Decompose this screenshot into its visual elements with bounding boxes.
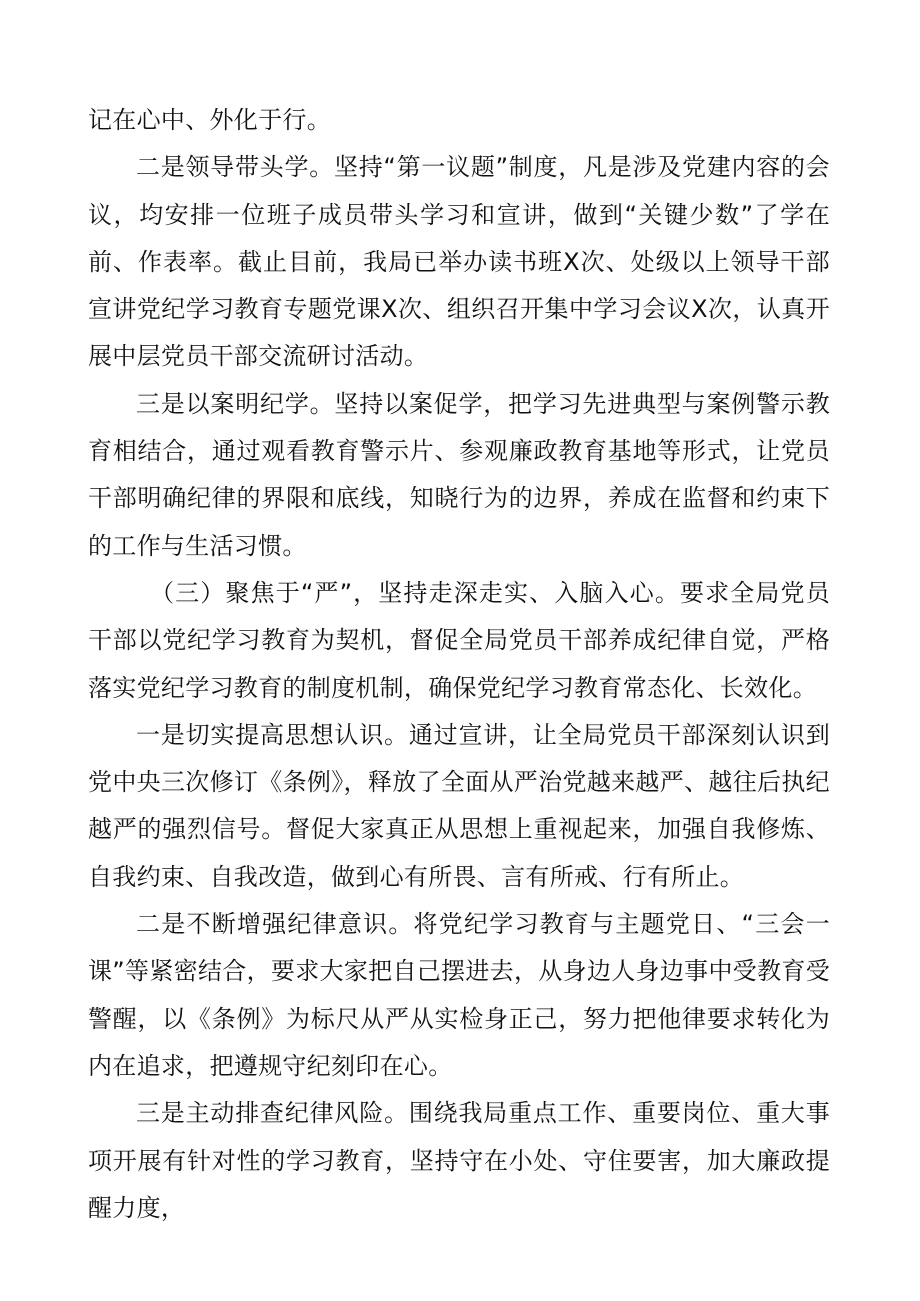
paragraph-case-study: 三是以案明纪学。坚持以案促学，把学习先进典型与案例警示教育相结合，通过观看教育警示片、参观廉政教育基地等形式，让党员干部明确纪律的界限和底线，知晓行为的边界，养成在监督和约束下的工作与生活习惯。: [88, 389, 830, 560]
document-body: [88, 97, 830, 1232]
section-heading-strict: （三）聚焦于“严”，坚持走深走实、入脑入心。要求全局党员干部以党纪学习教育为契机，督促全局党员干部养成纪律自觉，严格落实党纪学习教育的制度机制，确保党纪学习教育常态化、长效化。: [88, 578, 830, 702]
paragraph-risk-check: 三是主动排查纪律风险。围绕我局重点工作、重要岗位、重大事项开展有针对性的学习教育，坚持守在小处、守住要害，加大廉政提醒力度，: [88, 1099, 830, 1222]
paragraph-discipline: 二是不断增强纪律意识。将党纪学习教育与主题党日、“三会一课”等紧密结合，要求大家把自己摆进去，从身边人身边事中受教育受警醒，以《条例》为标尺从严从实检身正己，努力把他律要求转化为内在追求，把遵规守纪刻印在心。: [88, 910, 830, 1080]
paragraph-leadership-study: 二是领导带头学。坚持“第一议题”制度，凡是涉及党建内容的会议，均安排一位班子成员带头学习和宣讲，做到“关键少数”了学在前、作表率。截止目前，我局已举办读书班X次、处级以上领导干部宣讲党纪学习教育专题党课X次、组织召开集中学习会议X次，认真开展中层党员干部交流研讨活动。: [88, 153, 830, 371]
paragraph-continuation: 记在心中、外化于行。: [88, 106, 331, 134]
paragraph-awareness: 一是切实提高思想认识。通过宣讲，让全局党员干部深刻认识到党中央三次修订《条例》，释放了全面从严治党越来越严、越往后执纪越严的强烈信号。督促大家真正从思想上重视起来，加强自我修炼、自我约束、自我改造，做到心有所畏、言有所戒、行有所止。: [88, 720, 830, 891]
